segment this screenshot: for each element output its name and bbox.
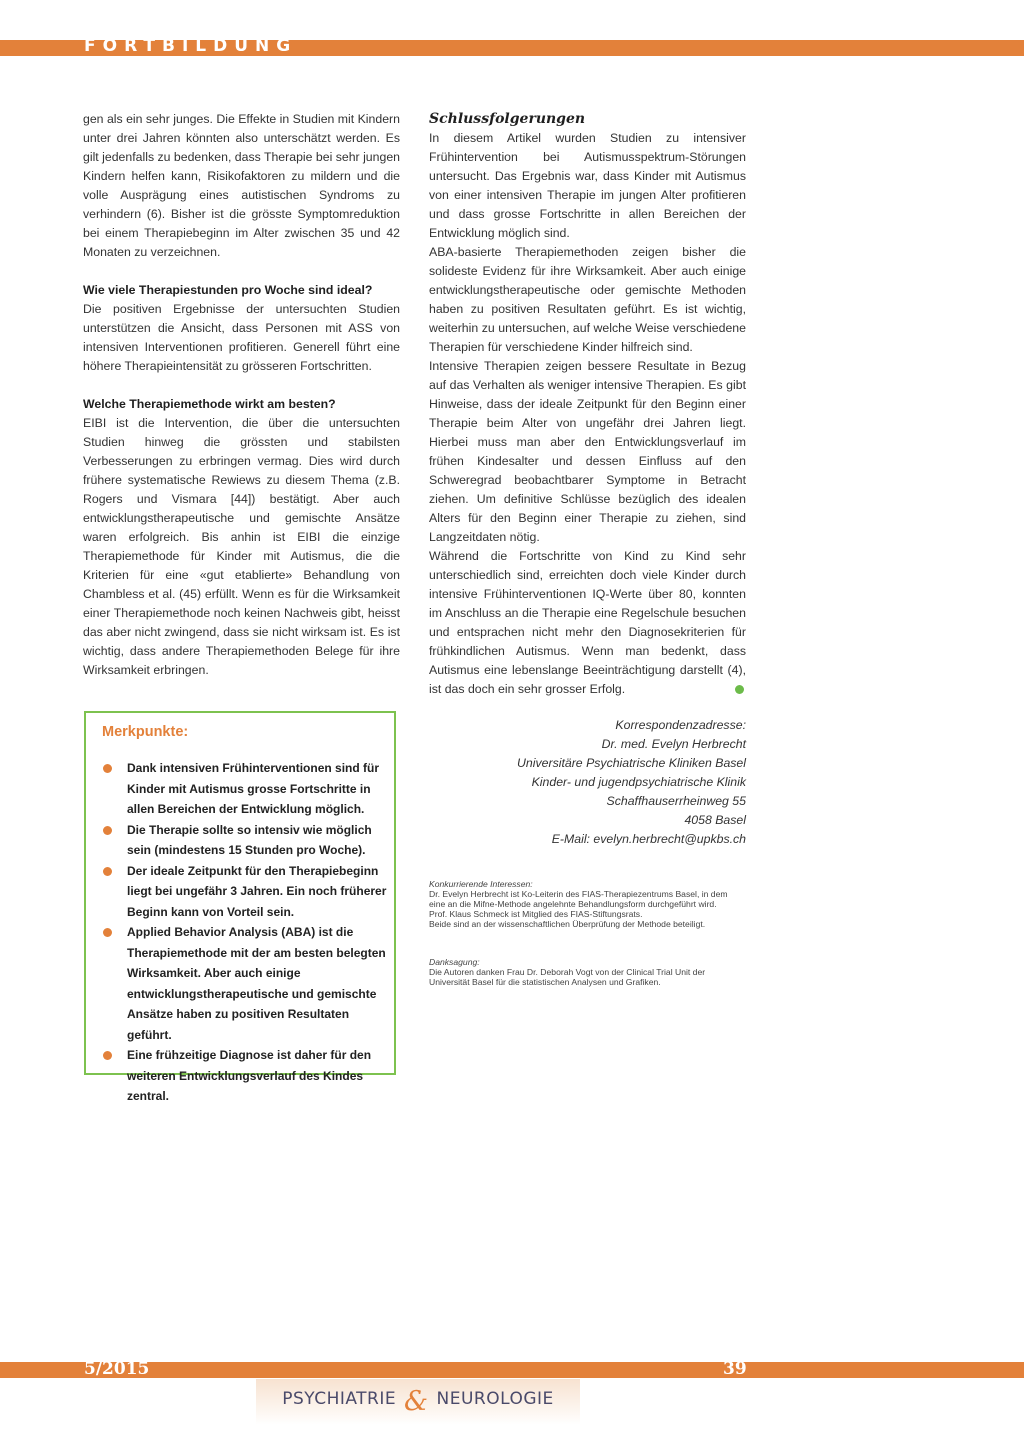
footer-bar xyxy=(0,1359,1024,1379)
address-city: 4058 Basel xyxy=(684,813,746,827)
subheading-best-method: Welche Therapiemethode wirkt am besten? xyxy=(83,397,336,411)
competing-interests-title: Konkurrierende Interessen: xyxy=(429,879,533,889)
address-clinic: Kinder- und jugendpsychiatrische Klinik xyxy=(531,775,746,789)
end-mark-icon xyxy=(735,685,744,694)
paragraph: EIBI ist die Intervention, die über die untersuchten Studien hinweg die grössten und stabilsten Verbesserungen zu erbringen vermag. Dies wird durch frühere systematische Rewiews zu diesem Thema (z.B. Rogers und Vismara [44]) bestätigt. Aber auch entwicklungstherapeutische und gemischte Ansätze waren erfolgreich. Bis anhin ist EIBI die einzige Therapiemethode für Kinder mit Autismus, die die Kriterien für eine «gut etablierte» Behandlung von Chambless et al. (45) erfüllt. Wenn es für die Wirksamkeit einer Therapiemethode noch keinen Nachweis gibt, heisst das aber nicht zwingend, dass sie nicht wirksam ist. Es ist wichtig, dass andere Therapiemethoden Belege für ihre Wirksamkeit erbringen. xyxy=(83,416,400,677)
paragraph: Intensive Therapien zeigen bessere Resultate in Bezug auf das Verhalten als weniger intensive Therapien. Es gibt Hinweise, dass der ideale Zeitpunkt für den Beginn einer Therapie beim Alter von ungefähr drei Jahren liegt. Hierbei muss man aber den Entwicklungsverlauf im frühen Kindesalter und dessen Einfluss auf den Schweregrad beobachtbarer Symptome in Betracht ziehen. Um definitive Schlüsse bezüglich des idealen Alters für den Beginn einer Therapie zu ziehen, sind Langzeitdaten nötig. xyxy=(429,359,746,544)
subheading-therapy-hours: Wie viele Therapiestunden pro Woche sind ideal? xyxy=(83,283,373,297)
journal-name-left: PSYCHIATRIE xyxy=(282,1389,397,1409)
acknowledgement-title: Danksagung: xyxy=(429,957,480,967)
paragraph: gen als ein sehr junges. Die Effekte in Studien mit Kindern unter drei Jahren könnten also unterschätzt werden. Es gilt jedenfalls zu bedenken, dass Therapie bei sehr jungen Kindern helfen kann, Risikofaktoren zu mildern und die volle Ausprägung eines autistischen Syndroms zu verhindern (6). Bisher ist die grösste Symptomreduktion bei einem Therapiebeginn im Alter zwischen 35 und 42 Monaten zu verzeichnen. xyxy=(83,112,400,259)
competing-interests-text: Dr. Evelyn Herbrecht ist Ko-Leiterin des FIAS-Therapiezentrums Basel, in dem eine an die Mifne-Methode angelehnte Behandlungsform durchgeführt wird. xyxy=(429,889,728,909)
list-item: Applied Behavior Analysis (ABA) ist die Therapiemethode mit der am besten belegten Wirksamkeit. Aber auch einige entwicklungstherapeutische und gemischte Ansätze haben zu positiven Resultaten geführt. xyxy=(100,922,390,1045)
journal-name-right: NEUROLOGIE xyxy=(436,1389,554,1409)
acknowledgement-text: Die Autoren danken Frau Dr. Deborah Vogt von der Clinical Trial Unit der Universität Basel für die statistischen Analysen und Grafiken. xyxy=(429,967,706,987)
list-item: Der ideale Zeitpunkt für den Therapiebeginn liegt bei ungefähr 3 Jahren. Ein noch früherer Beginn kann von Vorteil sein. xyxy=(100,861,390,923)
address-name: Dr. med. Evelyn Herbrecht xyxy=(601,737,746,751)
key-points-box xyxy=(84,711,396,1103)
section-label: FORTBILDUNG xyxy=(84,36,298,56)
competing-interests xyxy=(429,879,746,929)
key-points-list xyxy=(100,758,390,1107)
section-header-bar xyxy=(0,36,1024,56)
paragraph: In diesem Artikel wurden Studien zu intensiver Frühintervention bei Autismusspektrum-Störungen untersucht. Das Ergebnis war, dass Kinder mit Autismus von einer intensiven Therapie im jungen Alter profitieren und dass grosse Fortschritte in allen Bereichen der Entwicklung möglich sind. xyxy=(429,131,746,240)
bullet-icon xyxy=(103,867,112,876)
paragraph: Während die Fortschritte von Kind zu Kind sehr unterschiedlich sind, erreichten doch viele Kinder durch intensive Frühinterventionen IQ-Werte über 80, konnten im Anschluss an die Therapie eine Regelschule besuchen und entsprachen nicht mehr den Diagnosekriterien für frühkindlichen Autismus. Wenn man bedenkt, dass Autismus eine lebenslange Beeinträchtigung darstellt (4), ist das doch ein sehr grosser Erfolg. xyxy=(429,549,746,696)
ampersand-icon: & xyxy=(404,1386,429,1417)
left-column xyxy=(83,110,400,680)
competing-interests-text: Prof. Klaus Schmeck ist Mitglied des FIAS-Stiftungsrats. xyxy=(429,909,643,919)
correspondence-address xyxy=(429,716,746,849)
address-email: E-Mail: evelyn.herbrecht@upkbs.ch xyxy=(551,832,746,846)
bullet-icon xyxy=(103,928,112,937)
key-points-title: Merkpunkte: xyxy=(102,724,189,740)
list-item: Die Therapie sollte so intensiv wie möglich sein (mindestens 15 Stunden pro Woche). xyxy=(100,820,390,861)
right-column xyxy=(429,110,746,699)
list-item: Dank intensiven Frühinterventionen sind für Kinder mit Autismus grosse Fortschritte in allen Bereichen der Entwicklung möglich. xyxy=(100,758,390,820)
bullet-icon xyxy=(103,1051,112,1060)
issue-number: 5/2015 xyxy=(84,1359,150,1379)
journal-logo xyxy=(256,1379,580,1425)
page-number: 39 xyxy=(723,1359,747,1379)
bullet-icon xyxy=(103,764,112,773)
paragraph: Die positiven Ergebnisse der untersuchten Studien unterstützen die Ansicht, dass Personen mit ASS von intensiven Interventionen profitieren. Generell führt eine höhere Therapieintensität zu grösseren Fortschritten. xyxy=(83,302,400,373)
address-institution: Universitäre Psychiatrische Kliniken Basel xyxy=(517,756,746,770)
conclusions-heading: Schlussfolgerungen xyxy=(429,111,586,127)
address-label: Korrespondenzadresse: xyxy=(615,718,746,732)
address-street: Schaffhauserrheinweg 55 xyxy=(606,794,746,808)
competing-interests-text: Beide sind an der wissenschaftlichen Überprüfung der Methode beteiligt. xyxy=(429,919,706,929)
bullet-icon xyxy=(103,826,112,835)
acknowledgement xyxy=(429,957,746,987)
paragraph: ABA-basierte Therapiemethoden zeigen bisher die solideste Evidenz für ihre Wirksamkeit. Aber auch einige entwicklungstherapeutische oder gemischte Methoden haben zu positiven Resultaten geführt. Es ist wichtig, weiterhin zu untersuchen, auf welche Weise verschiedene Therapien für verschiedene Kinder hilfreich sind. xyxy=(429,245,746,354)
list-item: Eine frühzeitige Diagnose ist daher für den weiteren Entwicklungsverlauf des Kindes zentral. xyxy=(100,1045,390,1107)
